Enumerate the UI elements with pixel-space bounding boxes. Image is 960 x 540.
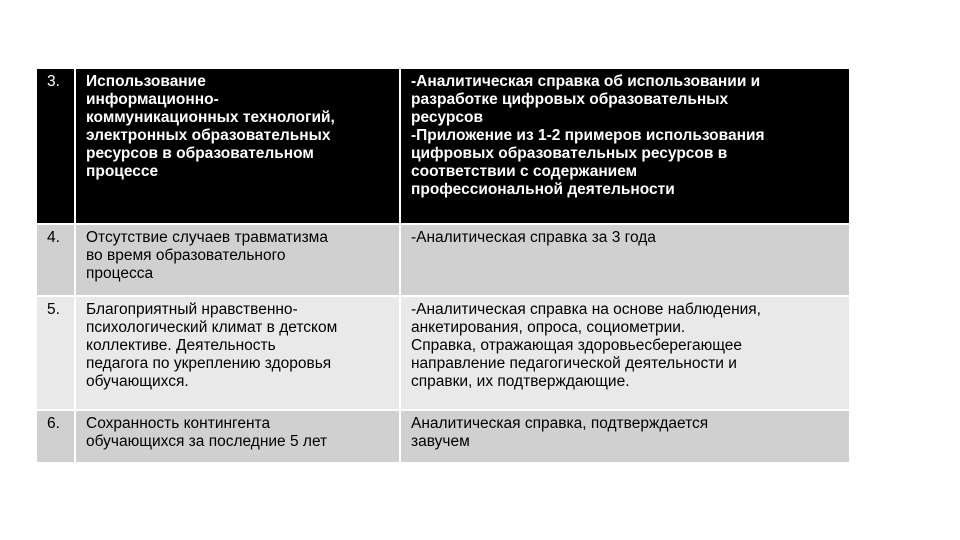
criterion-cell [75, 68, 400, 224]
criterion-line: коммуникационных технологий, [86, 109, 335, 126]
criterion-line: Сохранность контингента [86, 415, 271, 432]
documents-line: справки, их подтверждающие. [411, 373, 630, 390]
criterion-line: обучающихся за последние 5 лет [86, 433, 328, 450]
row-number: 6. [36, 410, 75, 463]
documents-line: -Аналитическая справка за 3 года [411, 229, 656, 246]
table-row [36, 296, 850, 410]
table-row [36, 68, 850, 224]
criterion-line: педагога по укреплению здоровья [86, 355, 332, 372]
documents-line: направление педагогической деятельности и [411, 355, 737, 372]
criterion-line: психологический климат в детском [86, 319, 338, 336]
documents-line: цифровых образовательных ресурсов в [411, 145, 728, 162]
criterion-line: Использование [86, 73, 206, 90]
criteria-table [35, 67, 851, 464]
criterion-line: коллективе. Деятельность [86, 337, 276, 354]
documents-line: разработке цифровых образовательных [411, 91, 729, 108]
criterion-line: ресурсов в образовательном [86, 145, 314, 162]
criterion-line: процессе [86, 163, 159, 180]
criterion-line: во время образовательного [86, 247, 286, 264]
documents-cell [400, 410, 850, 463]
documents-line: завучем [411, 433, 470, 450]
table-row [36, 224, 850, 296]
documents-line: Аналитическая справка, подтверждается [411, 415, 709, 432]
row-number: 5. [36, 296, 75, 410]
documents-line: анкетирования, опроса, социометрии. [411, 319, 686, 336]
documents-cell [400, 224, 850, 296]
row-number: 3. [36, 68, 75, 224]
documents-line: Справка, отражающая здоровьесберегающее [411, 337, 743, 354]
documents-cell [400, 296, 850, 410]
documents-line: ресурсов [411, 109, 484, 126]
criterion-line: информационно- [86, 91, 219, 108]
criterion-line: Благоприятный нравственно- [86, 301, 298, 318]
documents-line: -Аналитическая справка на основе наблюдения, [411, 301, 761, 318]
documents-line: -Приложение из 1-2 примеров использования [411, 127, 765, 144]
documents-line: профессиональной деятельности [411, 181, 675, 198]
documents-line: соответствии с содержанием [411, 163, 638, 180]
criterion-line: процесса [86, 265, 154, 282]
criterion-cell [75, 224, 400, 296]
documents-line: -Аналитическая справка об использовании и [411, 73, 761, 90]
row-number: 4. [36, 224, 75, 296]
criterion-line: электронных образовательных [86, 127, 331, 144]
table-row [36, 410, 850, 463]
criterion-line: Отсутствие случаев травматизма [86, 229, 328, 246]
criterion-cell [75, 296, 400, 410]
criterion-cell [75, 410, 400, 463]
criterion-line: обучающихся. [86, 373, 189, 390]
documents-cell [400, 68, 850, 224]
